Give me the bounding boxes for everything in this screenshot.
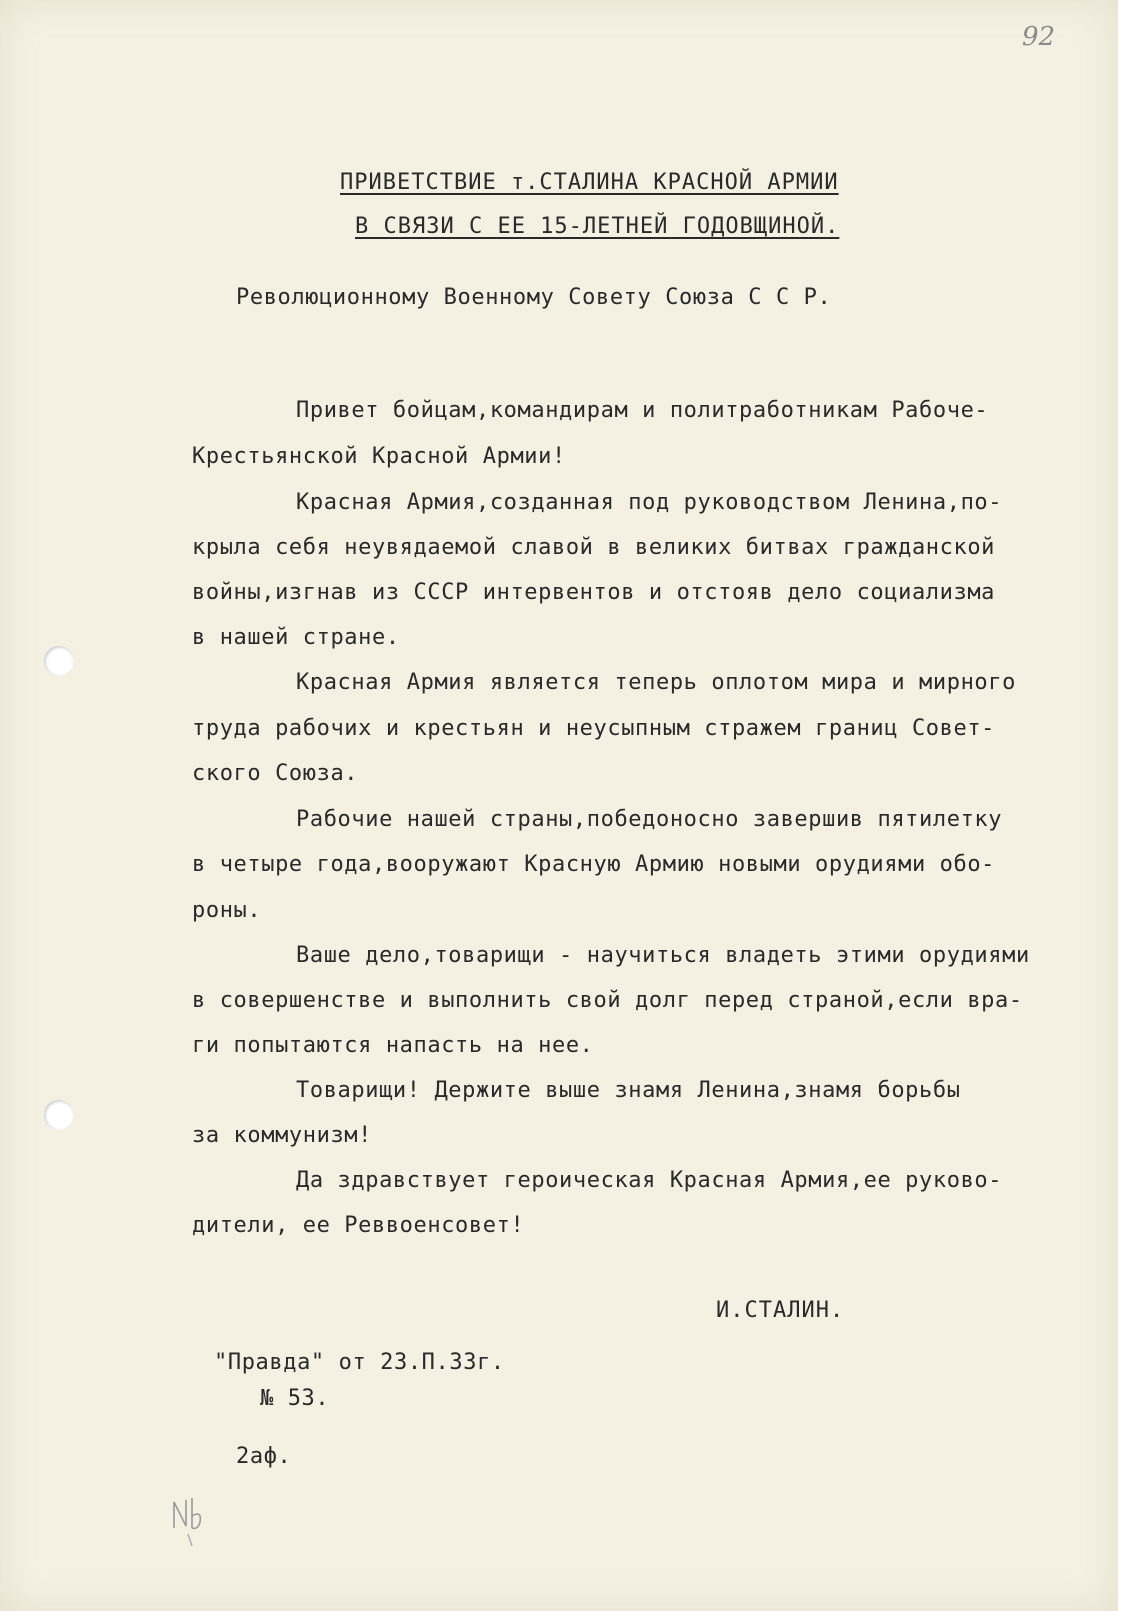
punch-hole-bottom [44, 1100, 74, 1130]
body-line: ского Союза. [192, 761, 359, 786]
title-line-1: ПРИВЕТСТВИЕ т.СТАЛИНА КРАСНОЙ АРМИИ [340, 170, 839, 195]
body-line: Товарищи! Держите выше знамя Ленина,знамя борьбы [296, 1078, 961, 1103]
body-line: Крестьянской Красной Армии! [192, 444, 566, 469]
body-line: Рабочие нашей страны,победоносно завершив пятилетку [296, 807, 1003, 832]
body-line: дители, ее Реввоенсовет! [192, 1213, 525, 1238]
signature: И.СТАЛИН. [716, 1298, 845, 1323]
title-line-2: В СВЯЗИ С ЕЕ 15-ЛЕТНЕЙ ГОДОВЩИНОЙ. [355, 214, 840, 239]
body-line: труда рабочих и крестьян и неусыпным стражем границ Совет- [192, 716, 996, 741]
body-line: роны. [192, 898, 262, 923]
handwritten-mark [168, 1488, 208, 1548]
body-line: ги попытаются напасть на нее. [192, 1033, 594, 1058]
body-line: в совершенстве и выполнить свой долг перед страной,если вра- [192, 988, 1023, 1013]
body-line: Привет бойцам,командирам и политработникам Рабоче- [296, 398, 989, 423]
body-line: Красная Армия является теперь оплотом мира и мирного [296, 670, 1016, 695]
source-line-1: "Правда" от 23.П.33г. [214, 1350, 505, 1375]
archive-number: 92 [1022, 22, 1056, 52]
copies-note: 2аф. [236, 1444, 292, 1469]
body-line: в четыре года,вооружают Красную Армию новыми орудиями обо- [192, 852, 996, 877]
body-line: Ваше дело,товарищи - научиться владеть этими орудиями [296, 943, 1030, 968]
body-line: войны,изгнав из СССР интервентов и отстояв дело социализма [192, 580, 996, 605]
scan-margin [1118, 0, 1146, 1611]
addressee: Революционному Военному Совету Союза С С Р. [236, 285, 832, 310]
body-line: Красная Армия,созданная под руководством Ленина,по- [296, 490, 1003, 515]
body-line: крыла себя неувядаемой славой в великих битвах гражданской [192, 535, 996, 560]
source-line-2: № 53. [260, 1386, 330, 1411]
punch-hole-top [44, 646, 74, 676]
body-line: за коммунизм! [192, 1123, 372, 1148]
body-line: в нашей стране. [192, 625, 400, 650]
body-line: Да здравствует героическая Красная Армия,ее руково- [296, 1168, 1003, 1193]
